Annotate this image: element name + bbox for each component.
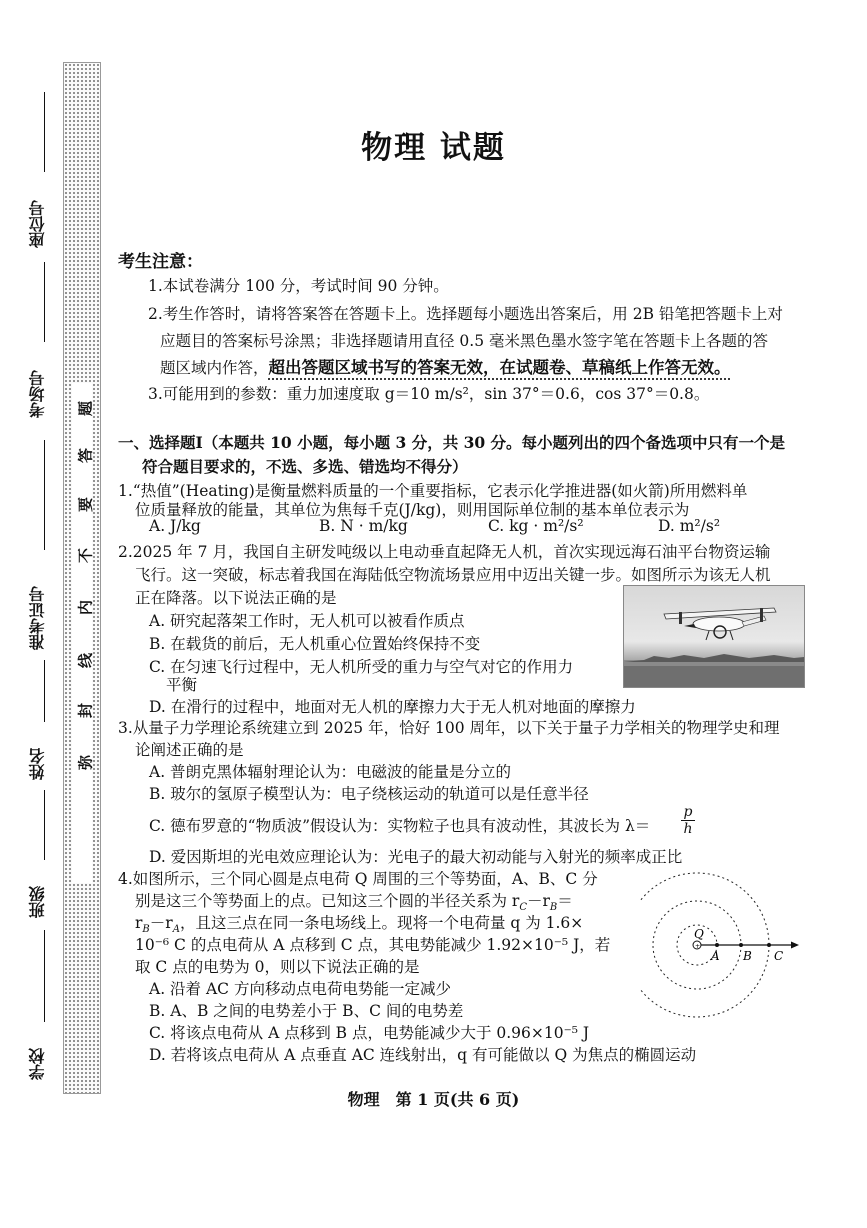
section-1-heading-2: 符合题目要求的，不选、多选、错选均不得分） xyxy=(142,457,468,476)
q4-stem-3-text: ，且这三点在同一条电场线上。现将一个电荷量 q 为 1.6× xyxy=(179,914,584,932)
notice-line-1: 1.本试卷满分 100 分，考试时间 90 分钟。 xyxy=(148,277,449,295)
seal-char: 封 xyxy=(76,703,95,719)
q4-option-d: D. 若将该点电荷从 A 点垂直 AC 连线射出，q 有可能做以 Q 为焦点的椭圆运动 xyxy=(149,1046,697,1064)
notice-line-2a: 2.考生作答时，请将答案答在答题卡上。选择题每小题选出答案后，用 2B 铅笔把答题卡上对 xyxy=(148,305,783,323)
seal-char: 不 xyxy=(76,548,95,564)
q4-sub-a: A xyxy=(172,924,180,936)
seat-number-label: 座位号 xyxy=(28,200,47,248)
q2-stem-2: 飞行。这一突破，标志着我国在海陆低空物流场景应用中迈出关键一步。如图所示为该无人机 xyxy=(135,566,771,584)
q3-fraction-denominator: h xyxy=(683,821,693,837)
q3-stem-2: 论阐述正确的是 xyxy=(135,741,244,759)
q2-option-d: D. 在滑行的过程中，地面对无人机的摩擦力大于无人机对地面的摩擦力 xyxy=(149,698,636,716)
q1-option-b: B. N · m/kg xyxy=(319,517,408,535)
class-label: 班级 xyxy=(28,886,47,918)
q2-stem-3: 正在降落。以下说法正确的是 xyxy=(135,589,337,607)
q4-sub-b: B xyxy=(549,902,558,914)
admission-number-line xyxy=(44,440,45,550)
q2-option-b: B. 在载货的前后，无人机重心位置始终保持不变 xyxy=(149,635,481,653)
q3-option-c: C. 德布罗意的“物质波”假设认为：实物粒子也具有波动性，其波长为 λ＝ xyxy=(149,817,651,835)
q4-option-c: C. 将该点电荷从 A 点移到 B 点，电势能减少大于 0.96×10⁻⁵ J xyxy=(149,1024,590,1042)
q3-option-b: B. 玻尔的氢原子模型认为：电子绕核运动的轨道可以是任意半径 xyxy=(149,785,589,803)
q4-stem-2-text: 别是这三个等势面上的点。已知这三个圆的半径关系为 r xyxy=(135,892,520,910)
label-a: A xyxy=(711,949,720,963)
seal-char: 要 xyxy=(76,497,95,513)
notice-line-2c xyxy=(160,354,731,378)
q4-sub-c: C xyxy=(519,902,527,914)
q4-option-a: A. 沿着 AC 方向移动点电荷电势能一定减少 xyxy=(149,980,451,998)
q2-option-c-2: 平衡 xyxy=(166,676,198,694)
q1-stem-1: 1.“热值”(Heating)是衡量燃料质量的一个重要指标，它表示化学推进器(如火箭)所用燃料单 xyxy=(118,482,748,500)
q2-option-c-1: C. 在匀速飞行过程中，无人机所受的重力与空气对它的作用力 xyxy=(149,658,574,676)
q4-stem-2 xyxy=(135,889,573,913)
q4-stem-5: 取 C 点的电势为 0，则以下说法正确的是 xyxy=(135,958,420,976)
drone-icon xyxy=(624,586,804,687)
name-line xyxy=(44,660,45,722)
label-q: Q xyxy=(694,927,704,941)
q3-fraction-numerator: p xyxy=(681,804,695,821)
page-title: 物理 试题 xyxy=(361,130,506,166)
seal-char: 题 xyxy=(76,401,95,417)
binding-strip xyxy=(63,62,101,1094)
q4-stem-3-r: r xyxy=(135,914,143,932)
notice-heading: 考生注意： xyxy=(118,252,203,272)
q3-option-a: A. 普朗克黑体辐射理论认为：电磁波的能量是分立的 xyxy=(149,763,512,781)
q4-stem-2-eq: ＝ xyxy=(557,892,573,910)
q1-option-c: C. kg · m²/s² xyxy=(488,517,584,535)
q1-stem-2: 位质量释放的能量，其单位为焦每千克(J/kg)，则用国际单位制的基本单位表示为 xyxy=(135,501,690,519)
equipotential-diagram xyxy=(640,868,805,1028)
school-line xyxy=(44,930,45,1022)
seal-char: 答 xyxy=(76,448,95,464)
name-label: 姓名 xyxy=(28,748,47,780)
q4-stem-3 xyxy=(135,911,583,935)
q3-fraction xyxy=(681,804,695,837)
admission-number-label: 准考证号 xyxy=(28,586,47,650)
school-label: 学校 xyxy=(28,1048,47,1080)
exam-room-line xyxy=(44,262,45,342)
class-line xyxy=(44,790,45,860)
q3-stem-1: 3.从量子力学理论系统建立到 2025 年，恰好 100 周年，以下关于量子力学相关的物理学史和理 xyxy=(118,719,780,737)
exam-room-label: 考场号 xyxy=(28,370,47,418)
seal-char: 内 xyxy=(76,600,95,616)
q2-option-a: A. 研究起落架工作时，无人机可以被看作质点 xyxy=(149,612,465,630)
seal-char: 线 xyxy=(76,653,95,669)
seal-char: 弥 xyxy=(76,755,95,771)
drone-photo xyxy=(623,585,805,688)
q4-stem-1: 4.如图所示，三个同心圆是点电荷 Q 周围的三个等势面，A、B、C 分 xyxy=(118,870,598,888)
notice-line-2b: 应题目的答案标号涂黑；非选择题请用直径 0.5 毫米黑色墨水签字笔在答题卡上各题的答 xyxy=(160,332,769,350)
q4-stem-2-minus: －r xyxy=(527,892,550,910)
q4-stem-4: 10⁻⁶ C 的点电荷从 A 点移到 C 点，其电势能减少 1.92×10⁻⁵ J，若 xyxy=(135,936,611,954)
q4-option-b: B. A、B 之间的电势差小于 B、C 间的电势差 xyxy=(149,1002,464,1020)
notice-line-3: 3.可能用到的参数：重力加速度取 g＝10 m/s²，sin 37°＝0.6，cos 37°＝0.8。 xyxy=(148,385,710,403)
section-1-heading: 一、选择题Ⅰ（本题共 10 小题，每小题 3 分，共 30 分。每小题列出的四个备选项中只有一个是 xyxy=(118,433,786,452)
q2-stem-1: 2.2025 年 7 月，我国自主研发吨级以上电动垂直起降无人机，首次实现远海石油平台物资运输 xyxy=(118,543,771,561)
q4-stem-3-minus: －r xyxy=(149,914,173,932)
q3-option-d: D. 爱因斯坦的光电效应理论认为：光电子的最大初动能与入射光的频率成正比 xyxy=(149,848,683,866)
label-b: B xyxy=(743,949,752,963)
label-c: C xyxy=(774,949,784,963)
svg-text:+: + xyxy=(695,943,701,950)
notice-warning: 超出答题区域书写的答案无效，在试题卷、草稿纸上作答无效。 xyxy=(268,358,731,377)
q1-option-d: D. m²/s² xyxy=(658,517,721,535)
q4-sub-b2: B xyxy=(142,924,150,936)
q1-option-a: A. J/kg xyxy=(149,517,201,535)
page-footer: 物理 第 1 页(共 6 页) xyxy=(347,1090,520,1109)
notice-line-2c-prefix: 题区域内作答， xyxy=(160,359,269,377)
